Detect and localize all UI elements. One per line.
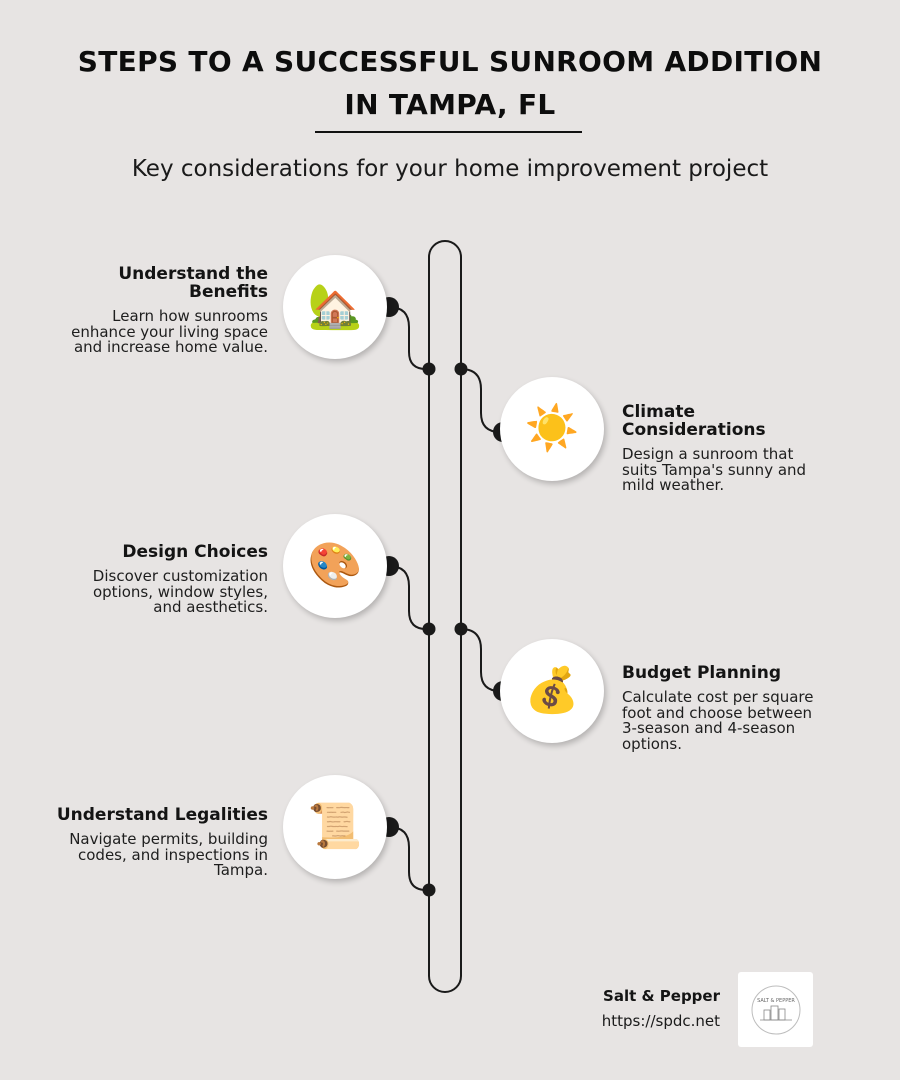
step-title: Budget Planning bbox=[622, 663, 782, 683]
rail-dot-3 bbox=[423, 623, 436, 636]
step-benefits bbox=[53, 265, 268, 356]
page-subtitle: Key considerations for your home improvement project bbox=[131, 156, 769, 182]
connector-2 bbox=[461, 369, 503, 432]
artist-palette-icon: 🎨 bbox=[283, 514, 387, 618]
step-description: Calculate cost per square foot and choose between 3-season and 4-season options. bbox=[622, 688, 814, 753]
step-legalities bbox=[53, 806, 268, 879]
sun-icon: ☀️ bbox=[500, 377, 604, 481]
rail-dot-2 bbox=[455, 363, 468, 376]
house-with-tree-icon: 🏡 bbox=[283, 255, 387, 359]
rail-dot-1 bbox=[423, 363, 436, 376]
step-description: Discover customization options, window styles, and aesthetics. bbox=[92, 567, 268, 616]
title-line-2: IN TAMPA, FL bbox=[344, 88, 556, 121]
connector-1 bbox=[389, 307, 429, 369]
step-climate bbox=[622, 403, 842, 494]
connector-5 bbox=[389, 827, 429, 890]
rail-dot-5 bbox=[423, 884, 436, 897]
step-design bbox=[53, 543, 268, 616]
step-title: Understand the Benefits bbox=[118, 264, 268, 302]
step-title: Climate Considerations bbox=[622, 402, 766, 440]
rail-dot-4 bbox=[455, 623, 468, 636]
step-description: Learn how sunrooms enhance your living space and increase home value. bbox=[71, 307, 268, 356]
connector-3 bbox=[389, 566, 429, 629]
step-title: Design Choices bbox=[122, 542, 268, 562]
scroll-icon: 📜 bbox=[283, 775, 387, 879]
connector-4 bbox=[461, 629, 503, 691]
logo-text: SALT & PEPPER bbox=[756, 997, 795, 1004]
timeline-rail bbox=[429, 241, 461, 992]
brand-name: Salt & Pepper bbox=[603, 987, 720, 1005]
brand-url[interactable]: https://spdc.net bbox=[601, 1012, 720, 1030]
step-description: Navigate permits, building codes, and inspections in Tampa. bbox=[69, 830, 268, 879]
salt-and-pepper-logo-icon bbox=[738, 972, 813, 1047]
step-title: Understand Legalities bbox=[56, 805, 268, 825]
step-budget bbox=[622, 664, 842, 752]
title-line-1: STEPS TO A SUCCESSFUL SUNROOM ADDITION bbox=[77, 45, 823, 78]
step-description: Design a sunroom that suits Tampa's sunny and mild weather. bbox=[622, 445, 807, 494]
logo-mark bbox=[746, 980, 806, 1040]
money-bag-icon: 💰 bbox=[500, 639, 604, 743]
